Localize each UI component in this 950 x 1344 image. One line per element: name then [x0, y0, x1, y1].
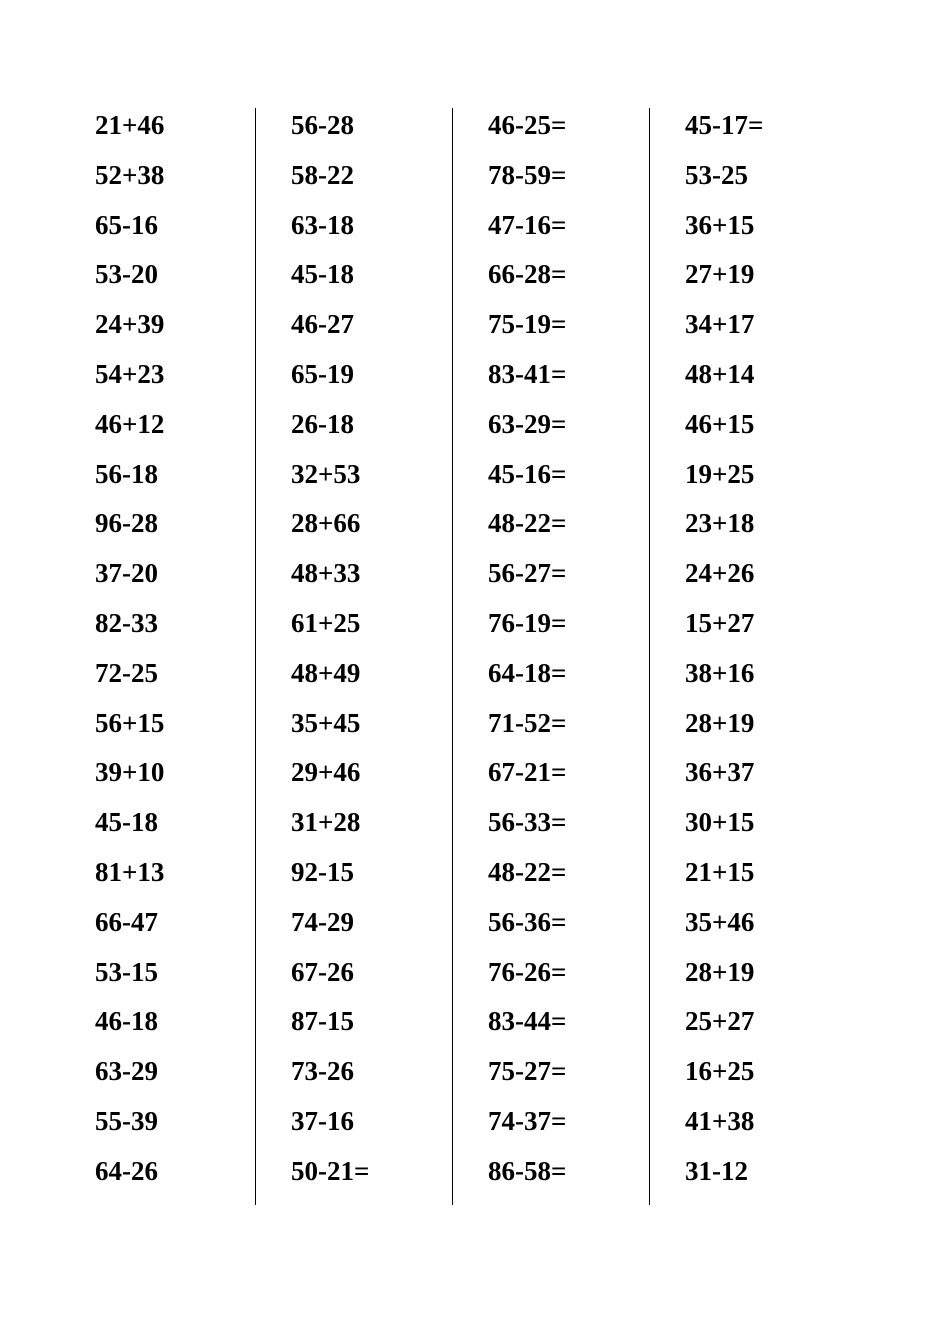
math-problem: 23+18 [685, 508, 755, 539]
math-problem: 66-47 [95, 906, 158, 937]
math-problem: 67-21= [488, 757, 567, 788]
math-problem: 27+19 [685, 259, 755, 290]
math-problem: 24+26 [685, 558, 755, 589]
math-problem: 72-25 [95, 657, 158, 688]
math-problem: 28+66 [291, 508, 361, 539]
math-problem: 32+53 [291, 458, 361, 489]
math-problem: 16+25 [685, 1056, 755, 1087]
math-problem: 64-26 [95, 1155, 158, 1186]
math-problem: 53-25 [685, 159, 748, 190]
math-problem: 45-17= [685, 110, 764, 140]
math-problem: 46+12 [95, 408, 165, 439]
math-problem: 87-15 [291, 1006, 354, 1037]
math-problem: 38+16 [685, 657, 755, 688]
math-problem: 19+25 [685, 458, 755, 489]
math-problem: 86-58= [488, 1155, 567, 1186]
math-problem: 50-21= [291, 1155, 370, 1186]
math-problem: 56-28 [291, 110, 354, 140]
math-problem: 46+15 [685, 408, 755, 439]
math-problem: 56-36= [488, 906, 567, 937]
math-problem: 75-19= [488, 309, 567, 340]
math-problem: 65-16 [95, 209, 158, 240]
column-1 [60, 108, 255, 1205]
math-problem: 48+33 [291, 558, 361, 589]
math-problem: 76-26= [488, 956, 567, 987]
column-2 [255, 108, 452, 1205]
math-problem: 46-27 [291, 309, 354, 340]
math-problem: 65-19 [291, 358, 354, 389]
math-problem: 81+13 [95, 856, 165, 887]
math-problem: 63-18 [291, 209, 354, 240]
worksheet [60, 108, 848, 1205]
math-problem: 21+46 [95, 110, 165, 140]
math-problem: 36+15 [685, 209, 755, 240]
math-problem: 29+46 [291, 757, 361, 788]
math-problem: 24+39 [95, 309, 165, 340]
math-problem: 35+46 [685, 906, 755, 937]
math-problem: 64-18= [488, 657, 567, 688]
math-problem: 58-22 [291, 159, 354, 190]
math-problem: 45-16= [488, 458, 567, 489]
math-problem: 46-18 [95, 1006, 158, 1037]
math-problem: 36+37 [685, 757, 755, 788]
math-problem: 28+19 [685, 707, 755, 738]
math-problem: 74-37= [488, 1105, 567, 1136]
math-problem: 48-22= [488, 508, 567, 539]
math-problem: 37-20 [95, 558, 158, 589]
math-problem: 45-18 [291, 259, 354, 290]
math-problem: 53-15 [95, 956, 158, 987]
math-problem: 83-41= [488, 358, 567, 389]
math-problem: 30+15 [685, 807, 755, 838]
math-problem: 45-18 [95, 807, 158, 838]
math-problem: 73-26 [291, 1056, 354, 1087]
math-problem: 92-15 [291, 856, 354, 887]
math-problem: 48-22= [488, 856, 567, 887]
math-problem: 71-52= [488, 707, 567, 738]
math-problem: 61+25 [291, 607, 361, 638]
math-problem: 31+28 [291, 807, 361, 838]
math-problem: 35+45 [291, 707, 361, 738]
math-problem: 26-18 [291, 408, 354, 439]
math-problem: 56+15 [95, 707, 165, 738]
math-problem: 31-12 [685, 1155, 748, 1186]
math-problem: 83-44= [488, 1006, 567, 1037]
math-problem: 52+38 [95, 159, 165, 190]
math-problem: 34+17 [685, 309, 755, 340]
math-problem: 15+27 [685, 607, 755, 638]
column-4 [649, 108, 846, 1205]
math-problem: 74-29 [291, 906, 354, 937]
math-problem: 48+49 [291, 657, 361, 688]
math-problem: 66-28= [488, 259, 567, 290]
math-problem: 82-33 [95, 607, 158, 638]
math-problem: 78-59= [488, 159, 567, 190]
math-problem: 63-29 [95, 1056, 158, 1087]
math-problem: 28+19 [685, 956, 755, 987]
math-problem: 53-20 [95, 259, 158, 290]
math-problem: 47-16= [488, 209, 567, 240]
math-problem: 96-28 [95, 508, 158, 539]
math-problem: 48+14 [685, 358, 755, 389]
math-problem: 63-29= [488, 408, 567, 439]
math-problem: 56-33= [488, 807, 567, 838]
math-problem: 39+10 [95, 757, 165, 788]
math-problem: 67-26 [291, 956, 354, 987]
math-problem: 76-19= [488, 607, 567, 638]
math-problem: 75-27= [488, 1056, 567, 1087]
math-problem: 56-27= [488, 558, 567, 589]
math-problem: 56-18 [95, 458, 158, 489]
math-problem: 46-25= [488, 110, 567, 140]
math-problem: 25+27 [685, 1006, 755, 1037]
math-problem: 37-16 [291, 1105, 354, 1136]
math-problem: 55-39 [95, 1105, 158, 1136]
math-problem: 41+38 [685, 1105, 755, 1136]
math-problem: 54+23 [95, 358, 165, 389]
column-3 [452, 108, 649, 1205]
math-problem: 21+15 [685, 856, 755, 887]
